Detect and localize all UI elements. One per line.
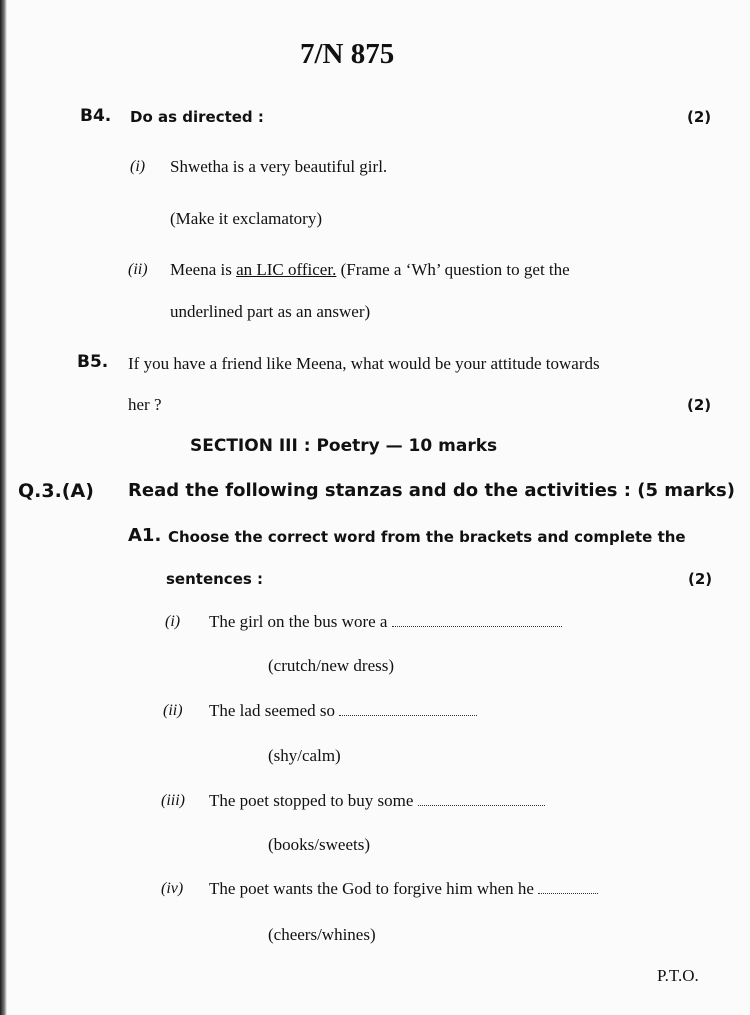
scan-left-edge	[0, 0, 7, 1015]
b4-i-number: (i)	[130, 158, 146, 175]
a1-label: A1.	[128, 525, 162, 546]
a1-item-number: (ii)	[163, 702, 183, 719]
b5-label: B5.	[77, 352, 109, 372]
a1-line1: Choose the correct word from the brackets and complete the	[168, 528, 686, 546]
a1-item-text: The lad seemed so	[209, 701, 477, 721]
section-heading: SECTION III : Poetry — 10 marks	[190, 436, 498, 456]
b4-label: B4.	[80, 106, 112, 126]
answer-blank	[538, 892, 598, 894]
b4-marks: (2)	[687, 108, 712, 126]
q3-text: Read the following stanzas and do the activities : (5 marks)	[128, 480, 735, 501]
b4-i-text: Shwetha is a very beautiful girl.	[170, 157, 388, 176]
a1-marks: (2)	[688, 570, 713, 588]
pto-marker: P.T.O.	[657, 966, 699, 985]
paper-code: 7/N 875	[300, 38, 395, 70]
a1-item-options: (crutch/new dress)	[268, 656, 395, 675]
a1-item-number: (i)	[165, 613, 181, 630]
a1-item-options: (cheers/whines)	[268, 925, 376, 944]
answer-blank	[418, 804, 545, 806]
a1-item-text: The poet stopped to buy some	[209, 791, 545, 811]
b4-ii-line2: underlined part as an answer)	[170, 302, 371, 321]
b5-marks: (2)	[687, 396, 712, 414]
a1-item-number: (iv)	[161, 880, 184, 897]
answer-blank	[339, 714, 477, 716]
b4-i-note: (Make it exclamatory)	[170, 209, 322, 228]
b4-ii-line1	[170, 260, 570, 280]
b5-line1: If you have a friend like Meena, what would be your attitude towards	[128, 354, 600, 373]
b4-ii-number: (ii)	[128, 261, 148, 278]
b4-ii-pre: Meena is	[170, 260, 237, 279]
answer-blank	[392, 625, 562, 627]
a1-item-options: (books/sweets)	[268, 835, 370, 854]
a1-line2: sentences :	[166, 570, 264, 588]
a1-item-options: (shy/calm)	[268, 746, 341, 765]
b4-ii-post: (Frame a ‘Wh’ question to get the	[336, 260, 570, 279]
a1-item-text: The girl on the bus wore a	[209, 612, 562, 632]
b4-ii-underlined: an LIC officer.	[236, 260, 337, 279]
q3-label: Q.3.(A)	[18, 480, 94, 502]
b4-instruction: Do as directed :	[130, 108, 264, 126]
b5-line2: her ?	[128, 395, 162, 414]
a1-item-text: The poet wants the God to forgive him when he	[209, 879, 598, 899]
a1-item-number: (iii)	[161, 792, 185, 809]
